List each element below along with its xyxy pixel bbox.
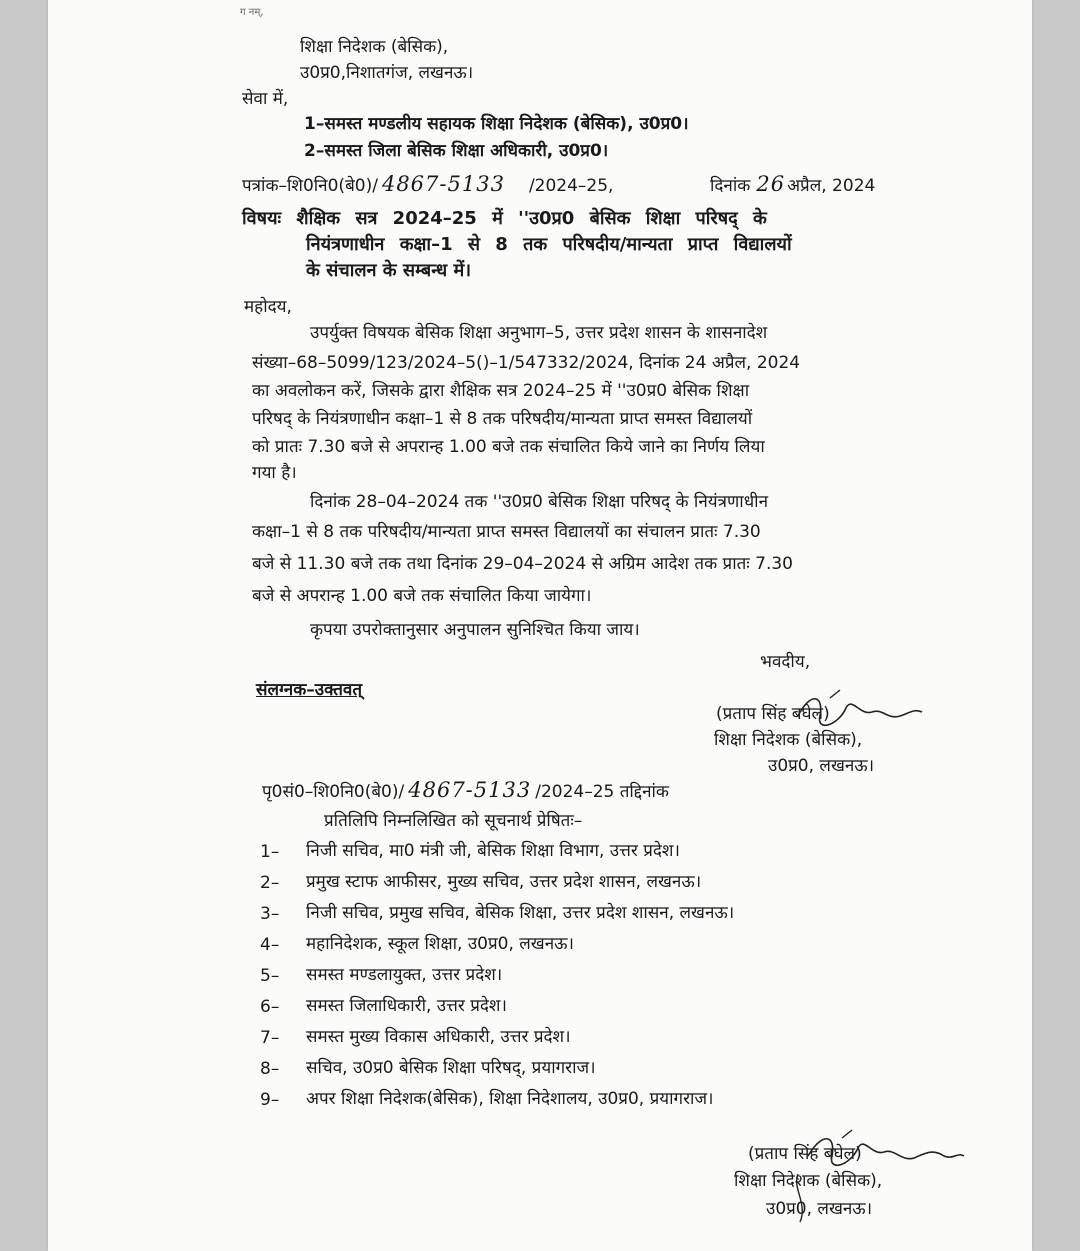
copy-list-number: 4– <box>260 935 280 955</box>
copy-list-number: 1– <box>260 842 280 862</box>
copy-list-number: 7– <box>260 1028 280 1048</box>
endorsement-prefix: पृ0सं0–शि0नि0(बे0)/ <box>262 782 405 802</box>
copy-list-item: अपर शिक्षा निदेशक(बेसिक), शिक्षा निदेशालय, उ0प्र0, प्रयागराज। <box>306 1089 714 1109</box>
letter-date <box>710 173 875 197</box>
document-page <box>48 0 1032 1251</box>
office-address: उ0प्र0,निशातगंज, लखनऊ। <box>300 63 474 83</box>
to-label: सेवा में, <box>242 89 289 109</box>
subject-line-3: के संचालन के सम्बन्ध में। <box>306 260 472 281</box>
copy-list-item: समस्त मण्डलायुक्त, उत्तर प्रदेश। <box>306 965 503 985</box>
closing: भवदीय, <box>760 652 811 672</box>
handwritten-dispatch-number: 4867-5133 <box>381 172 505 196</box>
scan-mark: ग नम्, <box>240 7 264 18</box>
copy-list-number: 8– <box>260 1059 280 1079</box>
para2-line: बजे से 11.30 बजे तक तथा दिनांक 29–04–2024 से अग्रिम आदेश तक प्रातः 7.30 <box>252 554 793 574</box>
signatory-designation: शिक्षा निदेशक (बेसिक), <box>734 1171 883 1191</box>
signature-scribble <box>790 686 930 746</box>
handwritten-endorsement-number: 4867-5133 <box>408 778 532 802</box>
endorsement-suffix: /2024–25 तद्दिनांक <box>535 782 669 802</box>
para1-line: को प्रातः 7.30 बजे से अपरान्ह 1.00 बजे तक संचालित किये जाने का निर्णय लिया <box>252 437 765 457</box>
copy-list-item: निजी सचिव, प्रमुख सचिव, बेसिक शिक्षा, उत्तर प्रदेश शासन, लखनऊ। <box>306 903 735 923</box>
recipient-2: 2–समस्त जिला बेसिक शिक्षा अधिकारी, उ0प्र0। <box>304 141 609 161</box>
signature-scribble <box>738 1126 968 1236</box>
subject-line-2: नियंत्रणाधीन कक्षा–1 से 8 तक परिषदीय/मान्यता प्राप्त विद्यालयों <box>306 234 792 255</box>
copy-to-heading: प्रतिलिपि निम्नलिखित को सूचनार्थ प्रेषितः– <box>324 811 583 831</box>
signatory-name: (प्रताप सिंह बघेल) <box>748 1144 862 1164</box>
reference-session: /2024–25, <box>528 176 614 196</box>
endorsement-number <box>262 779 669 803</box>
subject-line-1: विषयः शैक्षिक सत्र 2024–25 में ''उ0प्र0 बेसिक शिक्षा परिषद् के <box>242 208 767 229</box>
signatory-designation: शिक्षा निदेशक (बेसिक), <box>714 730 863 750</box>
para1-line: संख्या–68–5099/123/2024–5()–1/547332/2024, दिनांक 24 अप्रैल, 2024 <box>252 353 801 373</box>
copy-list-item: समस्त जिलाधिकारी, उत्तर प्रदेश। <box>306 996 507 1016</box>
date-month-year: अप्रैल, 2024 <box>787 176 876 196</box>
copy-list-item: निजी सचिव, मा0 मंत्री जी, बेसिक शिक्षा विभाग, उत्तर प्रदेश। <box>306 841 680 861</box>
para1-line: का अवलोकन करें, जिसके द्वारा शैक्षिक सत्र 2024–25 में ''उ0प्र0 बेसिक शिक्षा <box>252 381 750 401</box>
handwritten-day: 26 <box>756 172 786 196</box>
date-label: दिनांक <box>710 176 751 196</box>
salutation: महोदय, <box>244 297 292 317</box>
enclosure-note: संलग्नक–उक्तवत् <box>256 680 363 700</box>
para1-line: उपर्युक्त विषयक बेसिक शिक्षा अनुभाग–5, उत्तर प्रदेश शासन के शासनादेश <box>310 323 768 343</box>
copy-list-item: समस्त मुख्य विकास अधिकारी, उत्तर प्रदेश। <box>306 1027 571 1047</box>
recipient-1: 1–समस्त मण्डलीय सहायक शिक्षा निदेशक (बेसिक), उ0प्र0। <box>304 114 689 134</box>
signatory-name: (प्रताप सिंह बघेल) <box>716 704 830 724</box>
copy-list-number: 5– <box>260 966 280 986</box>
signatory-place: उ0प्र0, लखनऊ। <box>766 1199 873 1219</box>
signatory-place: उ0प्र0, लखनऊ। <box>768 756 875 776</box>
copy-list-number: 9– <box>260 1090 280 1110</box>
copy-list-item: प्रमुख स्टाफ आफीसर, मुख्य सचिव, उत्तर प्रदेश शासन, लखनऊ। <box>306 872 702 892</box>
para2-line: दिनांक 28–04–2024 तक ''उ0प्र0 बेसिक शिक्षा परिषद् के नियंत्रणाधीन <box>310 492 768 512</box>
copy-list-item: सचिव, उ0प्र0 बेसिक शिक्षा परिषद्, प्रयागराज। <box>306 1058 596 1078</box>
para1-line: परिषद् के नियंत्रणाधीन कक्षा–1 से 8 तक परिषदीय/मान्यता प्राप्त समस्त विद्यालयों <box>252 409 753 429</box>
copy-list-number: 6– <box>260 997 280 1017</box>
reference-number <box>242 173 613 197</box>
reference-prefix: पत्रांक–शि0नि0(बे0)/ <box>242 176 378 196</box>
copy-list-item: महानिदेशक, स्कूल शिक्षा, उ0प्र0, लखनऊ। <box>306 934 574 954</box>
para2-line: बजे से अपरान्ह 1.00 बजे तक संचालित किया जायेगा। <box>252 586 592 606</box>
compliance-request: कृपया उपरोक्तानुसार अनुपालन सुनिश्चित किया जाय। <box>310 620 640 640</box>
copy-list-number: 2– <box>260 873 280 893</box>
para2-line: कक्षा–1 से 8 तक परिषदीय/मान्यता प्राप्त समस्त विद्यालयों का संचालन प्रातः 7.30 <box>252 522 761 542</box>
copy-list-number: 3– <box>260 904 280 924</box>
office-name: शिक्षा निदेशक (बेसिक), <box>300 37 449 57</box>
para1-line: गया है। <box>252 463 297 483</box>
